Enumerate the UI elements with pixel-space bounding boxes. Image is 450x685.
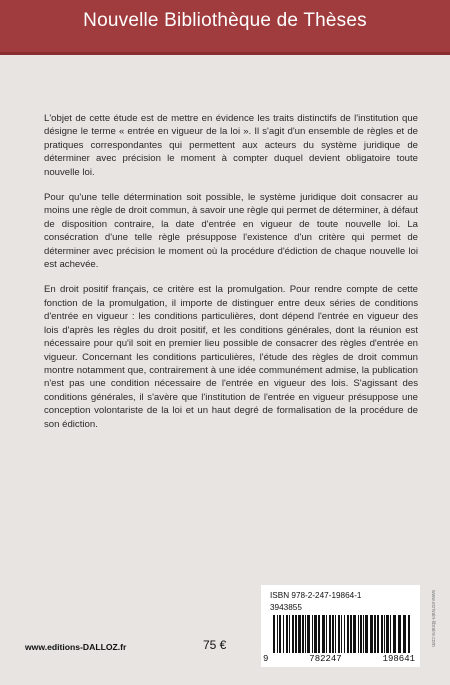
barcode-bar <box>365 615 368 653</box>
barcode-bar <box>318 615 320 653</box>
back-cover-summary <box>44 112 418 443</box>
barcode-bar <box>307 615 310 653</box>
barcode-bar <box>329 615 331 653</box>
barcode-digit-group-2: 782247 <box>309 654 342 664</box>
barcode-bar <box>283 615 284 653</box>
barcode-bar <box>360 615 362 653</box>
barcode-image <box>273 615 411 653</box>
barcode-bar <box>289 615 290 653</box>
barcode-bar <box>305 615 306 653</box>
publisher-website: www.editions-DALLOZ.fr <box>25 642 127 652</box>
barcode-bar <box>393 615 396 653</box>
barcode-digit-group-1: 9 <box>263 654 269 664</box>
barcode-bar <box>326 615 327 653</box>
barcode-bar <box>298 615 301 653</box>
barcode-bar <box>338 615 340 653</box>
barcode-bar <box>295 615 297 653</box>
barcode-bar <box>277 615 278 653</box>
barcode-bar <box>314 615 317 653</box>
barcode-bar <box>344 615 345 653</box>
barcode-bar <box>347 615 349 653</box>
barcode-bar <box>398 615 401 653</box>
summary-paragraph-3: En droit positif français, ce critère est la promulgation. Pour rendre compte de cette fonction de la promulgation, il importe de distinguer entre deux séries de conditions d'entrée en vigueur : les conditions particulières, dont dépend l'entrée en vigueur des lois d'après les règles du droit positif, et les conditions générales, dont la réunion est nécessaire pour qu'il soit en premier lieu possible de consacrer des règles d'entrée en vigueur. Concernant les conditions particulières, l'étude des règles de droit commun montre notamment que, contrairement à une idée communément admise, la publication n'est pas une condition nécessaire de l'entrée en vigueur des lois. S'agissant des conditions générales, il s'avère que l'institution de l'entrée en vigueur présuppose une conception volontariste de la loi et un haut degré de formalisation de la procédure de son édiction. <box>44 284 418 430</box>
summary-paragraph-2: Pour qu'une telle détermination soit possible, le système juridique doit consacrer au moins une règle de droit commun, à savoir une règle qui permet de déterminer, à défaut de disposition contraire, la date d'entrée en vigueur de toute nouvelle loi. La consécration d'une telle règle présuppose l'existence d'un critère qui permet de déterminer avec précision le moment où la procédure d'édiction de chaque nouvelle loi est achevée. <box>44 192 418 271</box>
barcode-digits <box>263 654 415 664</box>
barcode-bar <box>341 615 342 653</box>
header-underline <box>0 52 450 55</box>
barcode-bar <box>350 615 352 653</box>
barcode-bar <box>374 615 376 653</box>
barcode-bar <box>381 615 383 653</box>
barcode-bar <box>377 615 379 653</box>
barcode-bar <box>370 615 373 653</box>
barcode-bar <box>386 615 389 653</box>
barcode-bar <box>302 615 304 653</box>
barcode-bar <box>335 615 336 653</box>
series-title: Nouvelle Bibliothèque de Thèses <box>83 10 367 31</box>
isbn-label: ISBN 978-2-247-19864-1 <box>270 591 362 600</box>
barcode-bar <box>312 615 313 653</box>
barcode-bar <box>390 615 391 653</box>
isbn-internal-code: 3943855 <box>270 603 302 612</box>
summary-paragraph-1: L'objet de cette étude est de mettre en évidence les traits distinctifs de l'institution que désigne le terme « entrée en vigueur de la loi ». Il s'agit d'un ensemble de règles et de pratiques correspondantes qui permettent aux acteurs du système juridique de déterminer avec précision le moment à compter duquel devient obligatoire toute nouvelle loi. <box>44 113 418 178</box>
barcode-bar <box>403 615 406 653</box>
price-label: 75 € <box>203 638 227 652</box>
barcode-bar <box>279 615 281 653</box>
barcode-bar <box>322 615 325 653</box>
barcode-digit-group-3: 198641 <box>382 654 415 664</box>
barcode-bar <box>353 615 356 653</box>
barcode-bar <box>332 615 334 653</box>
barcode-bar <box>292 615 294 653</box>
barcode-bar <box>286 615 288 653</box>
barcode-bar <box>358 615 359 653</box>
vertical-bookseller-url: www.ecrivain-libraire.com <box>430 590 436 647</box>
barcode-bar <box>384 615 385 653</box>
barcode-bar <box>363 615 364 653</box>
barcode-bar <box>408 615 410 653</box>
barcode-bar <box>273 615 275 653</box>
